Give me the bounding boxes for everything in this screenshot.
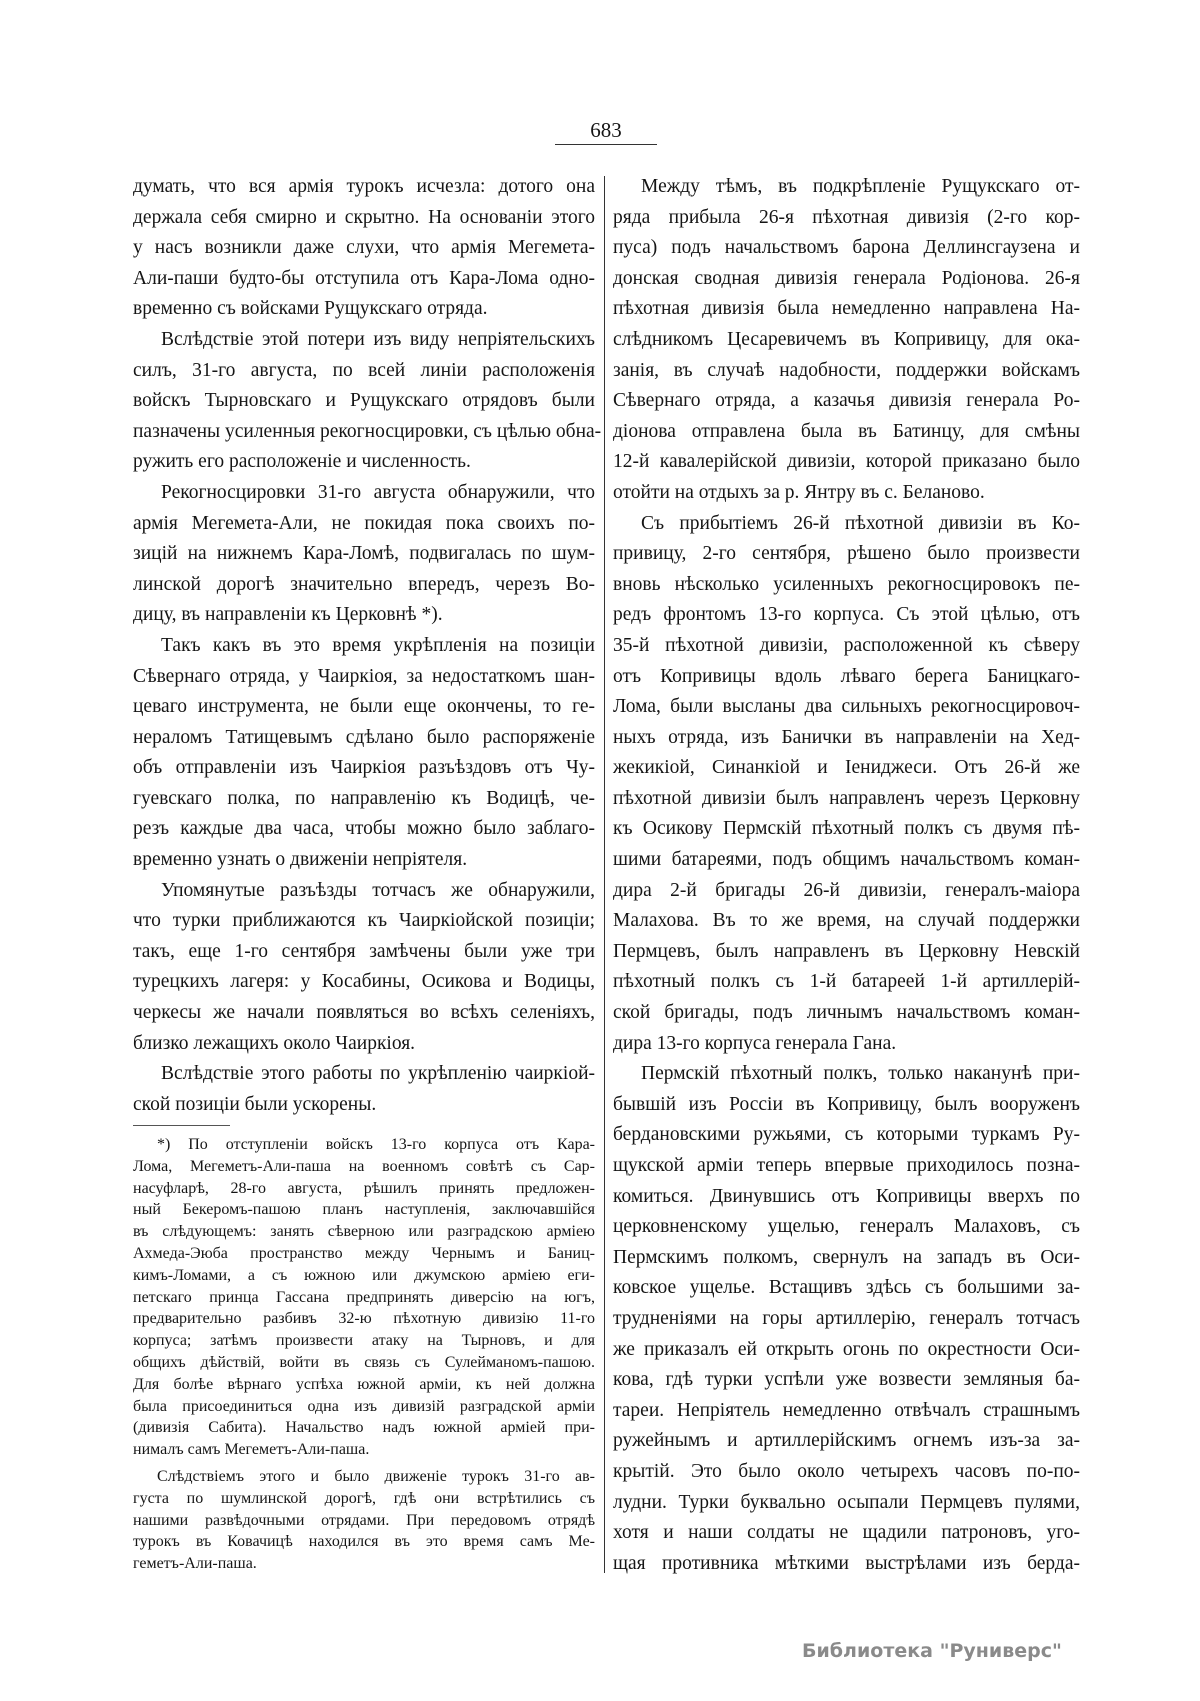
- text-line: такъ, еще 1-го сентября замѣчены были уже три: [133, 940, 595, 962]
- text-line: тареи. Непріятель немедленно отвѣчалъ страшнымъ: [613, 1399, 1080, 1421]
- text-line: крытій. Это было около четырехъ часовъ по-по-: [613, 1460, 1080, 1482]
- text-line: дира 2-й бригады 26-й дивизіи, генералъ-маіора: [613, 879, 1080, 901]
- text-line: держала себя смирно и скрытно. На основаніи этого: [133, 206, 595, 228]
- text-line: отойти на отдыхъ за р. Янтру въ с. Беланово.: [613, 481, 985, 503]
- library-watermark: Библиотека "Руниверс": [802, 1640, 1062, 1662]
- text-line: лудни. Турки буквально осыпали Пермцевъ пулями,: [613, 1491, 1080, 1513]
- text-line: бердановскими ружьями, съ которыми туркамъ Ру-: [613, 1124, 1080, 1146]
- text-line: Сѣвернаго отряда, а казачья дивизія генерала Ро-: [613, 390, 1080, 412]
- text-line: Лома, Мегеметъ-Али-паша на военномъ совѣтѣ съ Сар-: [133, 1157, 595, 1175]
- paragraph: [133, 325, 602, 478]
- text-line: вновь нѣсколько усиленныхъ рекогносцировокъ пе-: [613, 573, 1080, 595]
- paragraph: [613, 172, 1080, 509]
- text-line: ный Бекеромъ-пашою планъ наступленія, заключавшійся: [133, 1201, 595, 1219]
- paragraph: [613, 509, 1080, 1060]
- text-line: же приказалъ ей открыть огонь по окрестности Оси-: [613, 1338, 1080, 1360]
- text-line: войскъ Тырновскаго и Рущукскаго отрядовъ были: [133, 390, 595, 412]
- paragraph: [133, 631, 595, 876]
- footnotes: [133, 1134, 595, 1575]
- text-line: *) По отступленіи войскъ 13-го корпуса отъ Кара-: [157, 1136, 595, 1153]
- text-line: цеваго инструмента, не были еще окончены, то ге-: [133, 696, 595, 718]
- text-line: нималъ самъ Мегеметъ-Али-паша.: [133, 1441, 370, 1459]
- text-line: пуса) подъ начальствомъ барона Деллинсгаузена и: [613, 237, 1080, 259]
- right-column: [613, 172, 1080, 1579]
- text-line: петскаго принца Гассана предпринять диверсію на югъ,: [133, 1288, 595, 1306]
- text-line: Для болѣе вѣрнаго успѣха южной арміи, къ ней должна: [133, 1375, 595, 1393]
- text-line: къ Осикову Пермскій пѣхотный полкъ съ двумя пѣ-: [613, 818, 1080, 840]
- footnote-paragraph: [133, 1466, 595, 1575]
- text-line: Малахова. Въ то же время, на случай поддержки: [613, 910, 1080, 932]
- text-line: линской дорогѣ значительно впередъ, черезъ Во-: [133, 573, 595, 595]
- text-line: кимъ-Ломами, а съ южною или джумскою арміею еги-: [133, 1266, 595, 1284]
- left-column: [133, 172, 602, 1120]
- text-line: предварительно разбивъ 32-ю пѣхотную дивизію 11-го: [133, 1310, 595, 1328]
- page-number: 683: [590, 118, 622, 142]
- text-line: занія, въ случаѣ надобности, поддержки войскамъ: [613, 359, 1080, 381]
- column-divider: [604, 176, 605, 1573]
- text-line: корпуса; затѣмъ произвести атаку на Тырновъ, и для: [133, 1332, 595, 1350]
- text-line: Пермцевъ, былъ направленъ въ Церковну Невскій: [613, 940, 1080, 962]
- paragraph: [133, 172, 595, 325]
- text-line: резъ каждые два часа, чтобы можно было заблаго-: [133, 818, 595, 840]
- text-line: что турки приближаются къ Чаиркіойской позиціи;: [133, 910, 595, 932]
- text-line: пѣхотной дивизіи былъ направленъ черезъ Церковну: [613, 787, 1080, 809]
- text-line: донская сводная дивизія генерала Родіонова. 26-я: [613, 267, 1080, 289]
- footnote-paragraph: [133, 1134, 595, 1461]
- text-line: шими батареями, подъ общимъ начальствомъ коман-: [613, 849, 1080, 871]
- text-line: густа по шумлинской дорогѣ, гдѣ они встрѣтились съ: [133, 1489, 595, 1507]
- paragraph: [133, 1059, 595, 1120]
- text-line: объ отправленіи изъ Чаиркіоя разъѣздовъ отъ Чу-: [133, 757, 595, 779]
- text-line: Вслѣдствіе этой потери изъ виду непріятельскихъ: [161, 328, 595, 350]
- text-line: отъ Копривицы вдоль лѣваго берега Баницкаго-: [613, 665, 1080, 687]
- text-line: Пермскимъ полкомъ, свернулъ на западъ въ Оси-: [613, 1246, 1080, 1268]
- text-line: Рекогносцировки 31-го августа обнаружили, что: [161, 481, 595, 503]
- page-number-rule: [555, 144, 657, 145]
- text-line: думать, что вся армія турокъ исчезла: дотого она: [133, 176, 595, 197]
- text-line: въ слѣдующемъ: занять сѣверною или разградскою арміею: [133, 1223, 595, 1241]
- text-line: Ахмеда-Эюба пространство между Чернымъ и Баниц-: [133, 1244, 595, 1262]
- text-line: ружейнымъ и артиллерійскимъ огнемъ изъ-за за-: [613, 1430, 1080, 1452]
- text-line: пѣхотный полкъ съ 1-й батареей 1-й артиллерій-: [613, 971, 1080, 993]
- text-line: жекикіой, Синанкіой и Іениджеси. Отъ 26-й же: [613, 757, 1080, 779]
- paragraph: [133, 478, 595, 631]
- text-line: комиться. Двинувшись отъ Копривицы вверхъ по: [613, 1185, 1080, 1207]
- text-line: бывшій изъ Россіи въ Копривицу, былъ вооруженъ: [613, 1093, 1080, 1115]
- text-line: дицу, въ направленіи къ Церковнѣ *).: [133, 604, 443, 626]
- text-line: Лома, были высланы два сильныхъ рекогносцировоч-: [613, 696, 1080, 718]
- text-line: діонова отправлена была въ Батинцу, для смѣны: [613, 420, 1080, 442]
- footnote-separator: [133, 1125, 230, 1126]
- text-line: привицу, 2-го сентября, рѣшено было произвести: [613, 543, 1080, 565]
- text-line: геметъ-Али-паша.: [133, 1555, 257, 1573]
- text-line: Между тѣмъ, въ подкрѣпленіе Рущукскаго от-: [641, 176, 1080, 197]
- text-line: близко лежащихъ около Чаиркіоя.: [133, 1032, 416, 1054]
- text-line: турокъ въ Ковачицѣ находился въ это время самъ Ме-: [133, 1533, 595, 1551]
- text-line: Съ прибытіемъ 26-й пѣхотной дивизіи въ Ко-: [641, 512, 1080, 534]
- text-line: нашими развѣдочными отрядами. При передовомъ отрядѣ: [133, 1511, 595, 1529]
- text-line: Вслѣдствіе этого работы по укрѣпленію чаиркіой-: [161, 1063, 595, 1085]
- text-line: дира 13-го корпуса генерала Гана.: [613, 1032, 897, 1054]
- text-line: зицій на нижнемъ Кара-Ломѣ, подвигалась по шум-: [133, 543, 595, 565]
- text-line: Упомянутые разъѣзды тотчасъ же обнаружили,: [161, 879, 595, 901]
- text-line: (дивизія Сабита). Начальство надъ южной арміей при-: [133, 1419, 595, 1437]
- text-line: щукской арміи теперь впервые приходилось позна-: [613, 1155, 1080, 1176]
- text-line: ныхъ отряда, изъ Банички въ направленіи на Хед-: [613, 726, 1080, 748]
- text-line: Такъ какъ въ это время укрѣпленія на позиціи: [161, 634, 595, 656]
- text-line: турецкихъ лагеря: у Косабины, Осикова и Водицы,: [133, 971, 595, 993]
- text-line: армія Мегемета-Али, не покидая пока своихъ по-: [133, 512, 595, 534]
- text-line: Пермскій пѣхотный полкъ, только наканунѣ при-: [641, 1063, 1080, 1085]
- text-line: ряда прибыла 26-я пѣхотная дивизія (2-го кор-: [613, 206, 1080, 228]
- text-line: редъ фронтомъ 13-го корпуса. Съ этой цѣлью, отъ: [613, 604, 1080, 626]
- text-line: силъ, 31-го августа, по всей линіи расположенія: [133, 359, 595, 381]
- text-line: кова, гдѣ турки успѣли уже возвести земляныя ба-: [613, 1369, 1080, 1391]
- text-line: общихъ дѣйствій, войти въ связь съ Сулейманомъ-пашою.: [133, 1353, 595, 1371]
- text-line: хотя и наши солдаты не щадили патроновъ, уго-: [613, 1522, 1080, 1544]
- text-line: у насъ возникли даже слухи, что армія Мегемета-: [133, 237, 595, 259]
- text-line: была присоединиться одна изъ дивизій разградской арміи: [133, 1397, 595, 1415]
- text-line: щая противника мѣткими выстрѣлами изъ берда-: [613, 1552, 1080, 1574]
- text-line: гуевскаго полка, по направленію къ Водицѣ, че-: [133, 787, 595, 809]
- paragraph: [133, 876, 595, 1060]
- text-line: временно узнать о движеніи непріятеля.: [133, 849, 468, 871]
- text-line: черкесы же начали появляться во всѣхъ селеніяхъ,: [133, 1002, 595, 1024]
- text-line: ружить его расположеніе и численность.: [133, 451, 471, 473]
- text-line: 35-й пѣхотной дивизіи, расположенной къ сѣверу: [613, 634, 1080, 656]
- text-line: ской позиціи были ускорены.: [133, 1093, 377, 1115]
- text-line: пазначены усиленныя рекогносцировки, съ цѣлью обна-: [133, 420, 602, 442]
- text-line: Сѣвернаго отряда, у Чаиркіоя, за недостаткомъ шан-: [133, 665, 595, 687]
- text-line: 12-й кавалерійской дивизіи, которой приказано было: [613, 451, 1080, 473]
- text-line: нераломъ Татищевымъ сдѣлано было распоряженіе: [133, 726, 595, 748]
- text-line: трудненіями на горы артиллерію, генералъ тотчасъ: [613, 1307, 1080, 1329]
- text-line: насуфларѣ, 28-го августа, рѣшилъ принять предложен-: [133, 1179, 595, 1197]
- text-line: Али-паши будто-бы отступила отъ Кара-Лома одно-: [133, 267, 595, 289]
- text-line: пѣхотная дивизія была немедленно направлена На-: [613, 298, 1080, 320]
- text-line: временно съ войсками Рущукскаго отряда.: [133, 298, 488, 320]
- text-line: церковненскому ущелью, генералъ Малаховъ, съ: [613, 1216, 1080, 1238]
- text-line: слѣдникомъ Цесаревичемъ въ Копривицу, для ока-: [613, 328, 1080, 350]
- text-line: ковское ущелье. Встащивъ здѣсь съ большими за-: [613, 1277, 1080, 1299]
- text-line: ской бригады, подъ личнымъ начальствомъ коман-: [613, 1002, 1080, 1024]
- paragraph: [613, 1059, 1080, 1579]
- text-line: Слѣдствіемъ этого и было движеніе турокъ 31-го ав-: [157, 1467, 595, 1485]
